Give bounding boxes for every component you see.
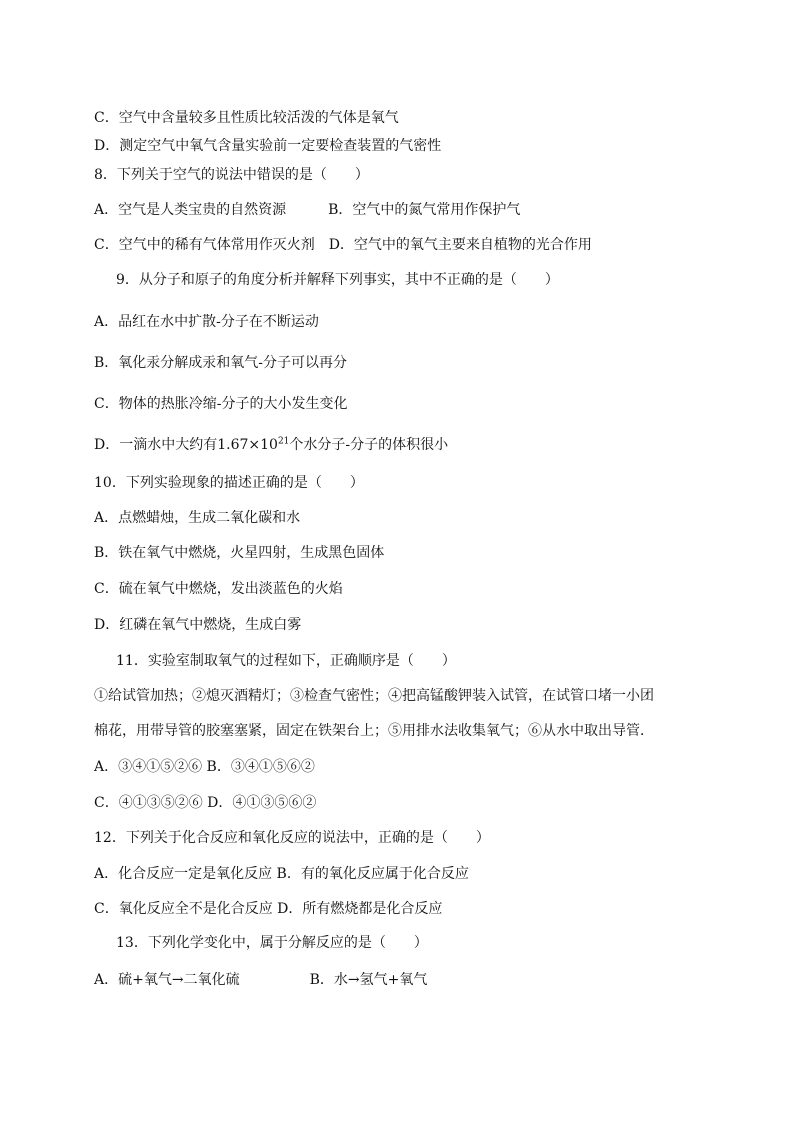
- q7-option-c: C．空气中含量较多且性质比较活泼的气体是氧气: [94, 110, 399, 126]
- q9-option-d-exponent: 21: [277, 436, 290, 447]
- q9-option-d-post: 个水分子-分子的体积很小: [289, 437, 449, 453]
- q10-option-b: B．铁在氧气中燃烧，火星四射，生成黑色固体: [94, 545, 385, 561]
- q9-option-b: B．氧化汞分解成汞和氧气-分子可以再分: [94, 355, 348, 371]
- q9-option-d-pre: D．一滴水中大约有1.67×10: [94, 437, 278, 453]
- q11-stem: 11．实验室制取氧气的过程如下，正确顺序是（ ）: [116, 653, 456, 669]
- q11-steps-line1: ①给试管加热；②熄灭酒精灯；③检查气密性；④把高锰酸钾装入试管，在试管口堵一小团: [94, 688, 654, 704]
- q7-option-d: D．测定空气中氧气含量实验前一定要检查装置的气密性: [94, 138, 442, 154]
- q9-option-c: C．物体的热胀冷缩-分子的大小发生变化: [94, 396, 348, 412]
- q10-stem: 10．下列实验现象的描述正确的是（ ）: [94, 475, 364, 491]
- q12-options-ab: A．化合反应一定是氧化反应 B．有的氧化反应属于化合反应: [94, 866, 469, 882]
- q11-steps-line2: 棉花，用带导管的胶塞塞紧，固定在铁架台上；⑤用排水法收集氧气；⑥从水中取出导管．: [94, 723, 654, 739]
- q8-options-ab: A．空气是人类宝贵的自然资源 B．空气中的氮气常用作保护气: [94, 202, 521, 218]
- q8-options-cd: C．空气中的稀有气体常用作灭火剂 D．空气中的氧气主要来自植物的光合作用: [94, 237, 592, 253]
- q10-option-a: A．点燃蜡烛，生成二氧化碳和水: [94, 510, 301, 526]
- q13-stem: 13．下列化学变化中，属于分解反应的是（ ）: [116, 935, 428, 951]
- q10-option-d: D．红磷在氧气中燃烧，生成白雾: [94, 617, 302, 633]
- q9-option-a: A．品红在水中扩散-分子在不断运动: [94, 314, 319, 330]
- q13-options-ab: A．硫+氧气→二氧化硫 B．水→氢气+氧气: [94, 972, 428, 988]
- q10-option-c: C．硫在氧气中燃烧，发出淡蓝色的火焰: [94, 581, 343, 597]
- q12-stem: 12．下列关于化合反应和氧化反应的说法中，正确的是（ ）: [94, 830, 490, 846]
- q12-options-cd: C．氧化反应全不是化合反应 D．所有燃烧都是化合反应: [94, 901, 443, 917]
- q9-stem: 9．从分子和原子的角度分析并解释下列事实，其中不正确的是（ ）: [116, 272, 559, 288]
- q8-stem: 8．下列关于空气的说法中错误的是（ ）: [94, 167, 369, 183]
- q11-options-ab: A．③④①⑤②⑥ B．③④①⑤⑥②: [94, 759, 315, 775]
- q9-option-d: [94, 435, 448, 455]
- q11-options-cd: C．④①③⑤②⑥ D．④①③⑤⑥②: [94, 795, 317, 811]
